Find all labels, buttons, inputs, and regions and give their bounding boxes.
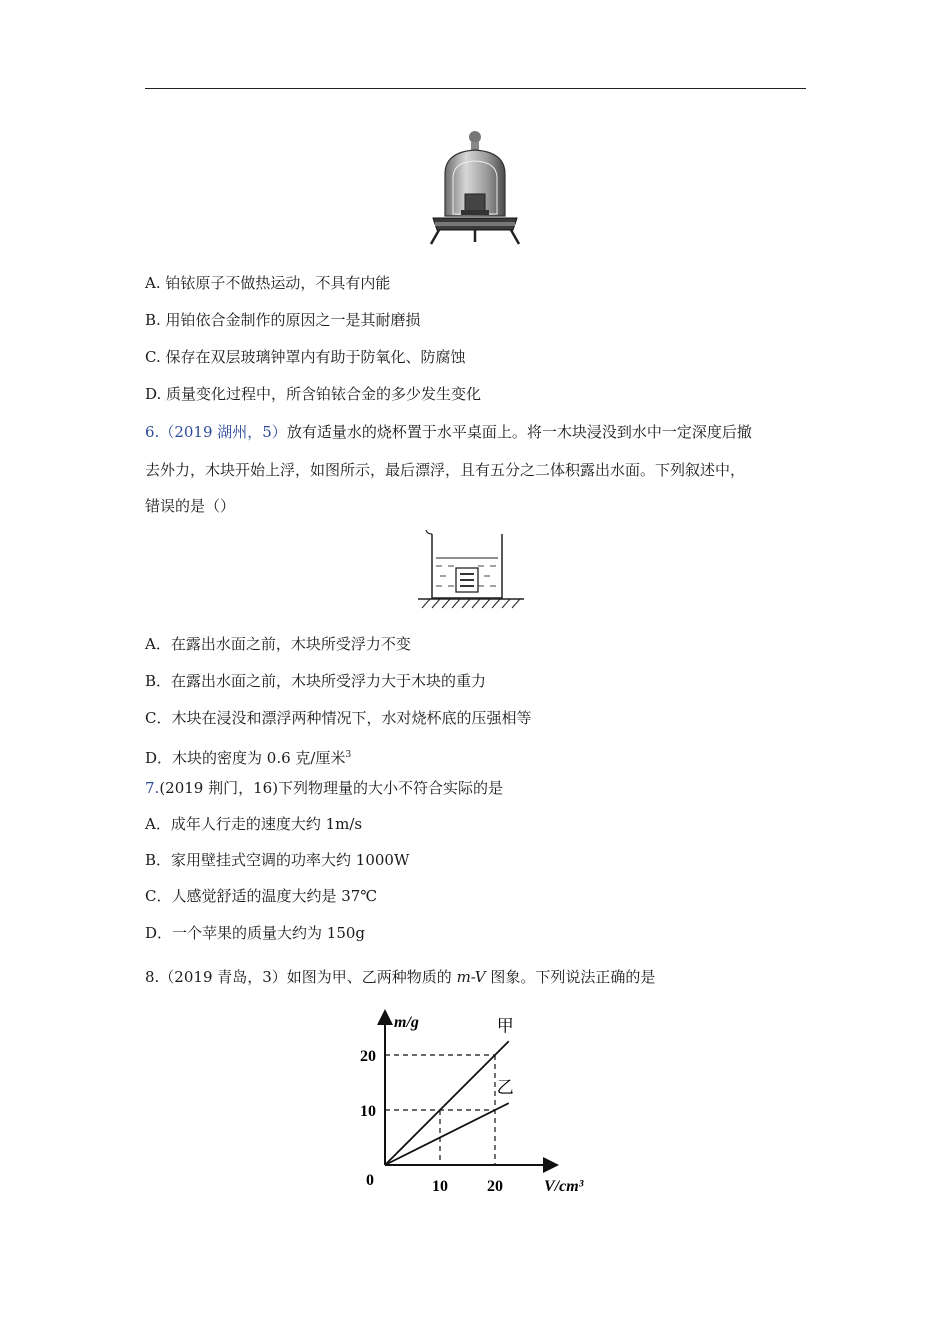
header-rule xyxy=(145,88,806,89)
q8-stem-symbol: m-V xyxy=(456,968,486,986)
mv-chart xyxy=(340,1005,610,1205)
q6-option-a: A．在露出水面之前，木块所受浮力不变 xyxy=(145,635,411,653)
q7-number: 7. xyxy=(145,779,160,797)
q8-stem-suffix: 图象。下列说法正确的是 xyxy=(485,968,656,986)
q5-option-d: D. 质量变化过程中，所含铂铱合金的多少发生变化 xyxy=(145,385,482,403)
q7-option-a: A．成年人行走的速度大约 1m/s xyxy=(145,815,363,833)
beaker-figure xyxy=(418,528,528,612)
knob-icon xyxy=(469,131,481,143)
q5-option-c: C. 保存在双层玻璃钟罩内有助于防氧化、防腐蚀 xyxy=(145,348,466,366)
series-group xyxy=(385,1041,509,1165)
q6-stem-text-1: 放有适量水的烧杯置于水平桌面上。将一木块浸没到水中一定深度后撤 xyxy=(286,423,752,441)
series-label-jia: 甲 xyxy=(496,1016,514,1037)
x-axis-label: V/cm³ xyxy=(544,1178,584,1195)
q6-stem-line3: 错误的是（） xyxy=(145,497,236,515)
bell-jar-figure xyxy=(425,126,525,248)
q6-option-d-sup: 3 xyxy=(345,750,352,760)
q6-option-d xyxy=(145,745,351,768)
series-line-0 xyxy=(385,1041,509,1165)
y-tick-label: 10 xyxy=(360,1103,376,1120)
q8-stem-prefix: 8.（2019 青岛，3）如图为甲、乙两种物质的 xyxy=(145,968,457,986)
y-tick-label: 20 xyxy=(360,1048,376,1065)
series-label-yi: 乙 xyxy=(496,1078,514,1099)
x-tick-label: 10 xyxy=(432,1178,448,1195)
q6-stem-line2: 去外力，木块开始上浮，如图所示，最后漂浮，且有五分之二体积露出水面。下列叙述中， xyxy=(145,461,746,479)
y-axis-label: m/g xyxy=(394,1014,419,1031)
q7-option-d: D．一个苹果的质量大约为 150g xyxy=(145,924,366,942)
q7-option-c: C．人感觉舒适的温度大约是 37℃ xyxy=(145,887,378,905)
q6-option-c: C．木块在浸没和漂浮两种情况下，水对烧杯底的压强相等 xyxy=(145,709,532,727)
x-tick-label: 20 xyxy=(487,1178,503,1195)
q5-option-b: B. 用铂依合金制作的原因之一是其耐磨损 xyxy=(145,311,421,329)
q6-number: 6. xyxy=(145,423,160,441)
q7-stem xyxy=(145,778,503,798)
q6-option-d-text: D．木块的密度为 0.6 克/厘米 xyxy=(145,749,346,767)
q6-stem-line1 xyxy=(145,422,752,442)
origin-label: 0 xyxy=(366,1172,374,1189)
q6-option-b: B．在露出水面之前，木块所受浮力大于木块的重力 xyxy=(145,672,487,690)
q7-stem-text: (2019 荆门，16)下列物理量的大小不符合实际的是 xyxy=(159,779,504,797)
q6-source: （2019 湖州，5） xyxy=(159,423,287,441)
q7-option-b: B．家用壁挂式空调的功率大约 1000W xyxy=(145,851,410,869)
q8-stem xyxy=(145,967,655,987)
series-line-1 xyxy=(385,1103,509,1165)
q5-option-a: A. 铂铱原子不做热运动，不具有内能 xyxy=(145,274,391,292)
